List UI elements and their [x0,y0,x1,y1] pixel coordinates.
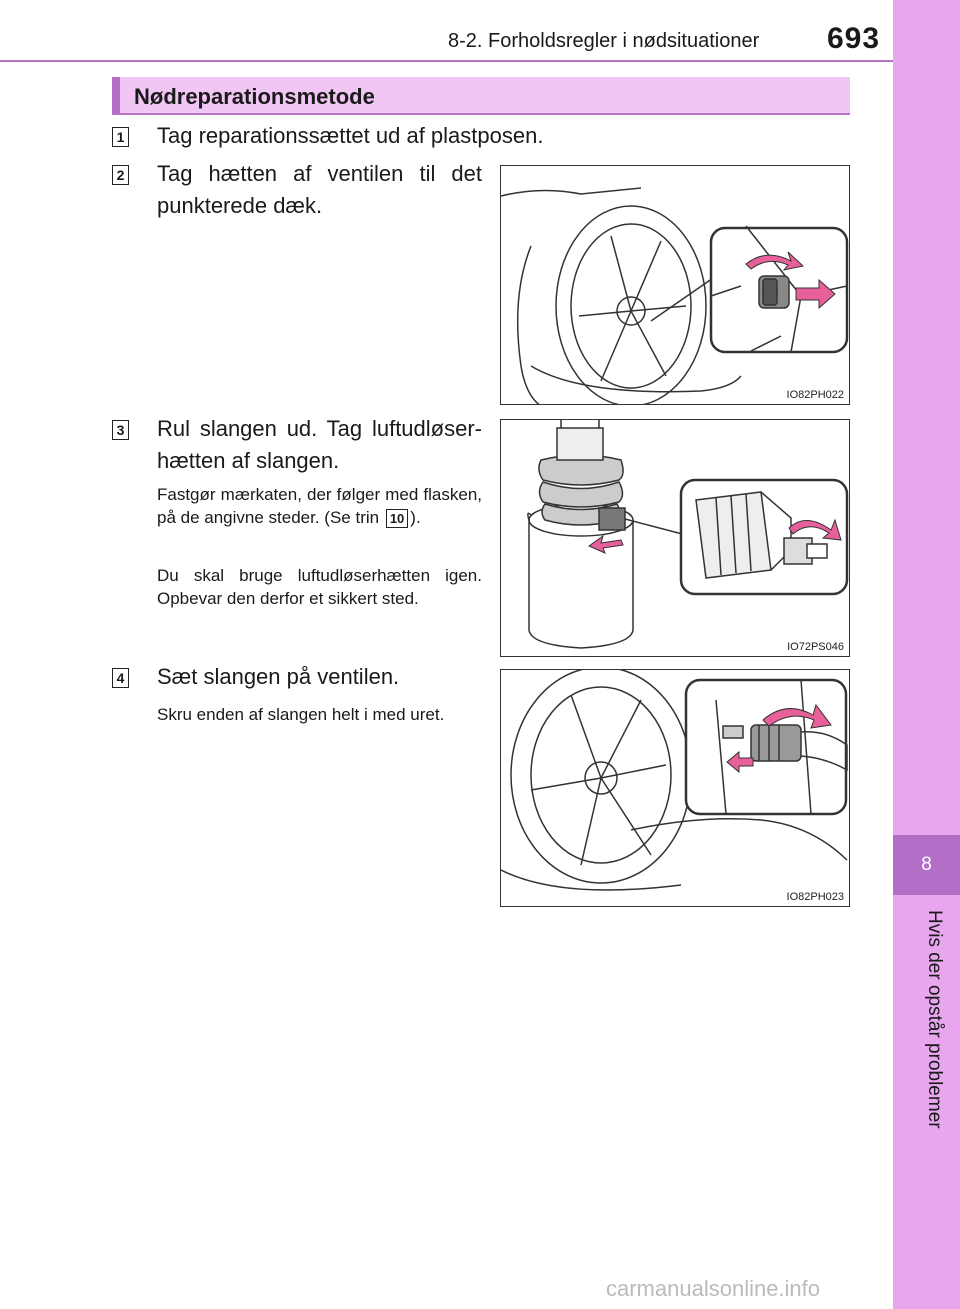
watermark: carmanualsonline.info [606,1276,821,1301]
page-number: 693 [827,22,881,55]
step-2-text: Tag hætten af ventilen til det punkterede dæk. [157,161,482,218]
chapter-name: Hvis der opstår problemer [924,910,945,1129]
figure-code: IO72PS046 [787,641,844,653]
wheel-valve-cap-icon [501,166,850,405]
step-1-text: Tag reparationssættet ud af plastposen. [157,123,544,148]
step-number-1: 1 [112,127,129,147]
chapter-number: 8 [893,835,960,895]
step-4-note: Skru enden af slangen helt i med uret. [157,705,445,724]
sealant-bottle-hose-icon [501,420,850,657]
step-3-note-1-text: Fastgør mærkaten, der følger med flasken, på de angivne steder. (Se trin [157,485,482,527]
header-divider [0,60,893,62]
section-heading-bar [112,77,850,115]
figure-code: IO82PH023 [786,891,844,903]
section-heading: Nødreparationsmetode [134,84,375,109]
hose-on-valve-icon [501,670,850,907]
step-3-text: Rul slangen ud. Tag luftudløser-hætten af slangen. [157,416,482,473]
step-3-note-1 [157,483,482,529]
figure-hose-valve [500,669,850,907]
step-number-2: 2 [112,165,129,185]
figure-hose-cap [500,419,850,657]
step-3-note-2: Du skal bruge luftudløserhætten igen. Opbevar den derfor et sikkert sted. [157,566,482,608]
section-title: 8-2. Forholdsregler i nødsituationer [448,30,760,52]
step-number-4: 4 [112,668,129,688]
step-number-3: 3 [112,420,129,440]
figure-valve-cap [500,165,850,405]
figure-code: IO82PH022 [786,389,844,401]
step-4-text: Sæt slangen på ventilen. [157,664,400,689]
step-3-note-1-end: ). [410,508,421,527]
step-reference: 10 [386,509,408,528]
